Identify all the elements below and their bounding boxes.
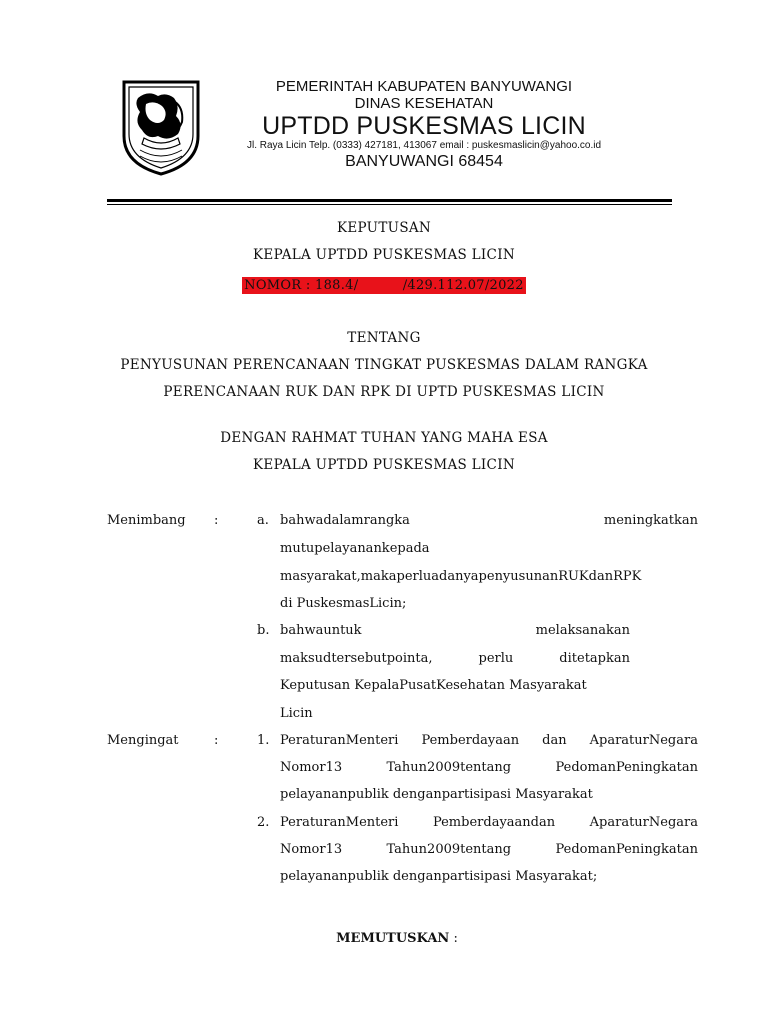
- header-divider-thick: [107, 199, 672, 202]
- word: Licin: [280, 706, 313, 721]
- word: meningkatkan: [603, 513, 698, 528]
- subject-line-2: PERENCANAAN RUK DAN RPK DI UPTD PUSKESMAS LICIN: [163, 384, 605, 400]
- kop-address: Jl. Raya Licin Telp. (0333) 427181, 413067 email : puskesmaslicin@yahoo.co.id: [246, 140, 602, 151]
- kop-institution: UPTDD PUSKESMAS LICIN: [262, 112, 586, 140]
- subject-line-1: PENYUSUNAN PERENCANAAN TINGKAT PUSKESMAS DALAM RANGKA: [120, 357, 648, 373]
- menimbang-b-line-2: [280, 651, 630, 666]
- mengingat-2-line-2: [280, 842, 698, 857]
- word: PedomanPeningkatan: [555, 842, 698, 857]
- kop-department: DINAS KESEHATAN: [354, 95, 494, 112]
- menimbang-a-line-3: [280, 569, 698, 584]
- word: maksudtersebutpointa,: [280, 651, 433, 666]
- menimbang-a-line-4: [280, 596, 698, 611]
- word: bahwauntuk: [280, 623, 362, 638]
- mengingat-1-line-1: [280, 733, 698, 748]
- menimbang-a-line-2: [280, 541, 698, 556]
- word: pelayananpublik denganpartisipasi Masyarakat;: [280, 869, 598, 884]
- memutuskan-label: MEMUTUSKAN: [336, 931, 450, 946]
- word: perlu: [478, 651, 514, 666]
- word: Nomor13: [280, 842, 343, 857]
- rahmat-line: DENGAN RAHMAT TUHAN YANG MAHA ESA: [220, 430, 548, 446]
- mengingat-colon: :: [214, 733, 219, 748]
- menimbang-label: Menimbang: [107, 513, 186, 528]
- word: Pemberdayaandan: [432, 815, 556, 830]
- word: AparaturNegara: [589, 733, 698, 748]
- kop-government: PEMERINTAH KABUPATEN BANYUWANGI: [275, 78, 573, 95]
- word: pelayananpublik denganpartisipasi Masyarakat: [280, 787, 593, 802]
- issuer-line-2: KEPALA UPTDD PUSKESMAS LICIN: [253, 457, 515, 473]
- document-heading: KEPUTUSAN: [336, 220, 432, 236]
- menimbang-marker-b: b.: [257, 623, 270, 638]
- memutuskan-colon: :: [453, 931, 458, 946]
- mengingat-marker-2: 2.: [257, 815, 270, 830]
- tentang-label: TENTANG: [347, 330, 421, 346]
- word: PeraturanMenteri: [280, 815, 399, 830]
- word: di PuskesmasLicin;: [280, 596, 407, 611]
- word: PeraturanMenteri: [280, 733, 399, 748]
- menimbang-colon: :: [214, 513, 219, 528]
- mengingat-2-line-1: [280, 815, 698, 830]
- word: melaksanakan: [535, 623, 630, 638]
- word: ditetapkan: [559, 651, 630, 666]
- menimbang-b-line-3: [280, 678, 698, 693]
- header-divider-thin: [107, 204, 672, 205]
- mengingat-2-line-3: [280, 869, 698, 884]
- document-number-row: [0, 274, 768, 294]
- word: Pemberdayaan: [421, 733, 520, 748]
- word: Nomor13: [280, 760, 343, 775]
- word: bahwadalamrangka: [280, 513, 410, 528]
- word: dan: [542, 733, 567, 748]
- menimbang-b-line-1: [280, 623, 630, 638]
- mengingat-1-line-2: [280, 760, 698, 775]
- word: mutupelayanankepada: [280, 541, 430, 556]
- document-number: NOMOR : 188.4/ /429.112.07/2022: [244, 278, 524, 293]
- word: Tahun2009tentang: [386, 842, 512, 857]
- mengingat-marker-1: 1.: [257, 733, 270, 748]
- word: masyarakat,makaperluadanyapenyusunanRUKdanRPK: [280, 569, 642, 584]
- menimbang-b-line-4: [280, 706, 698, 721]
- word: PedomanPeningkatan: [555, 760, 698, 775]
- document-issuer: KEPALA UPTDD PUSKESMAS LICIN: [253, 247, 515, 263]
- menimbang-marker-a: a.: [257, 513, 269, 528]
- menimbang-a-line-1: [280, 513, 698, 528]
- word: Tahun2009tentang: [386, 760, 512, 775]
- word: AparaturNegara: [589, 815, 698, 830]
- memutuskan-row: [0, 931, 768, 946]
- mengingat-label: Mengingat: [107, 733, 179, 748]
- kop-city: BANYUWANGI 68454: [345, 153, 503, 170]
- word: Keputusan KepalaPusatKesehatan Masyarakat: [280, 678, 587, 693]
- mengingat-1-line-3: [280, 787, 698, 802]
